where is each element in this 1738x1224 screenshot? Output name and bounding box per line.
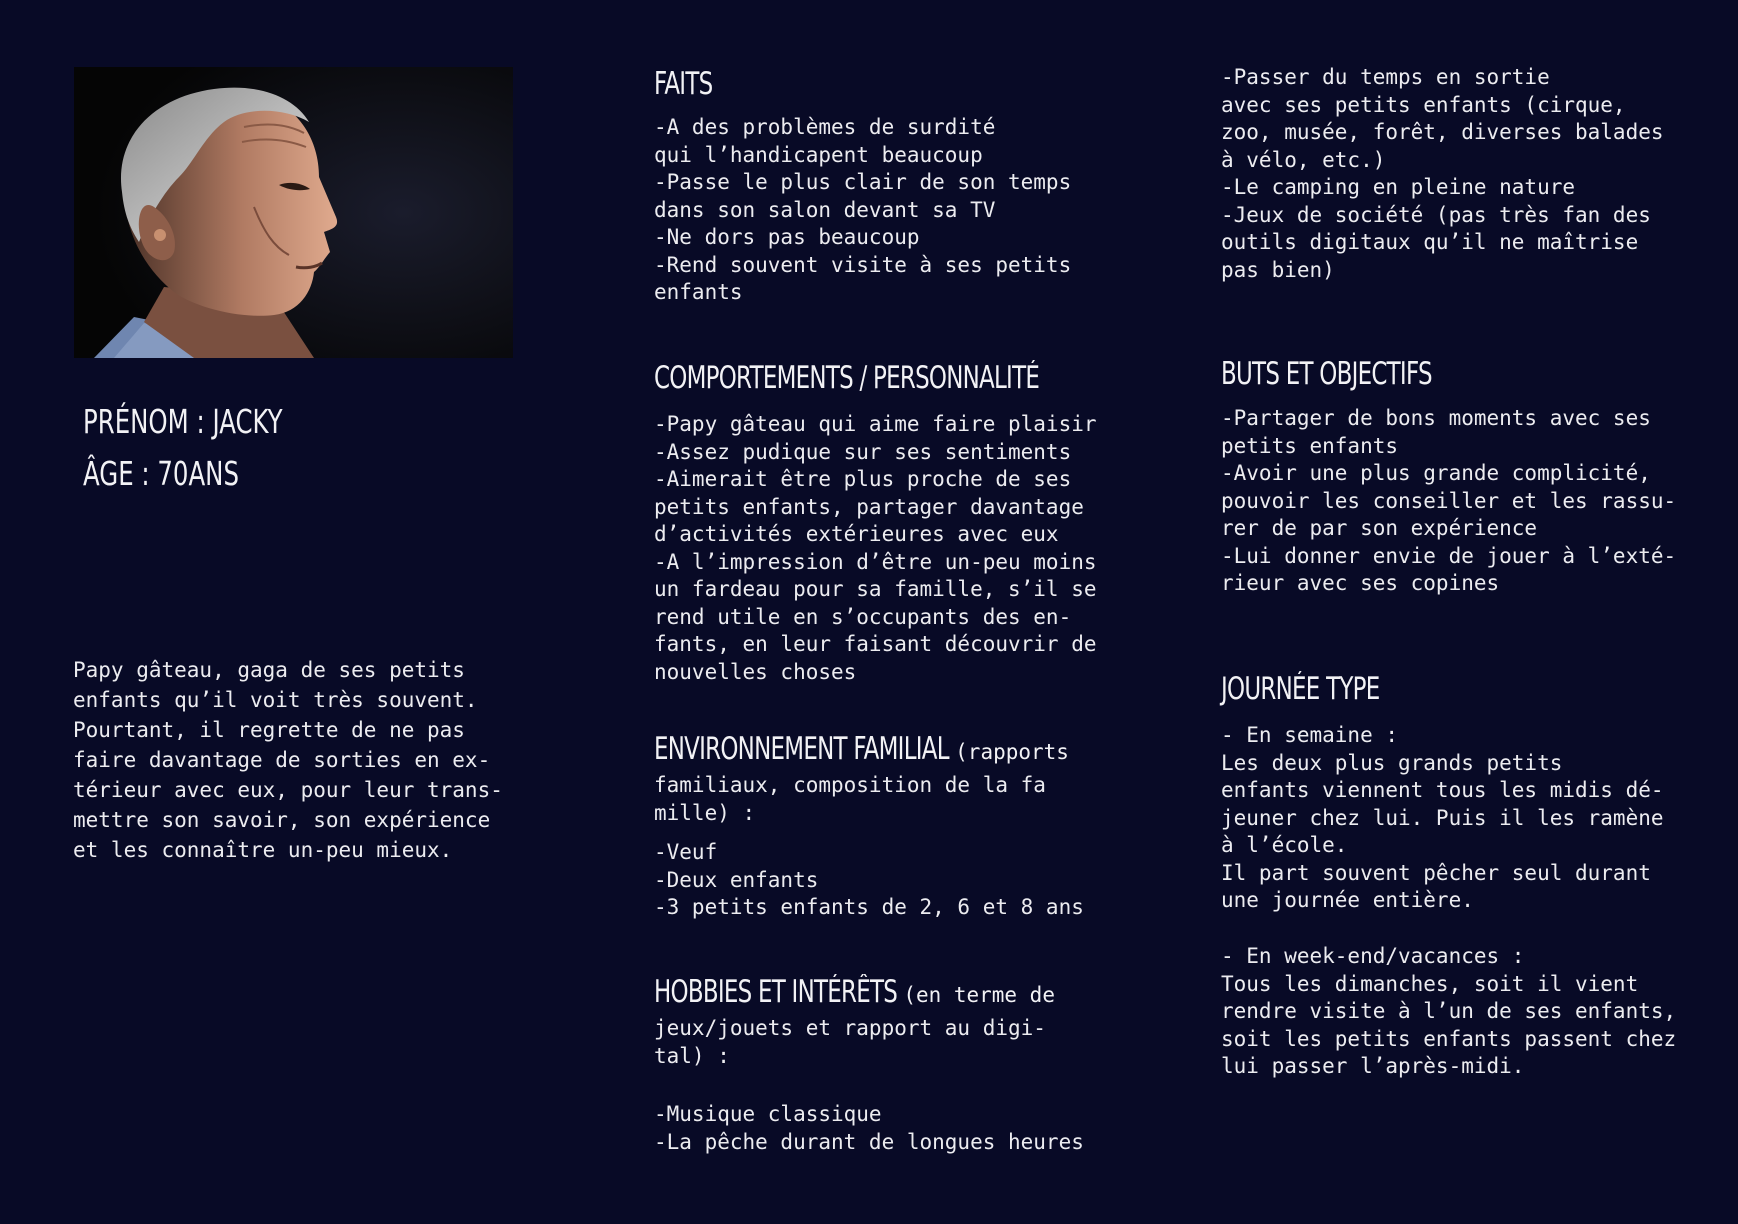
- hobbies-subtitle: jeux/jouets et rapport au digi- tal) :: [654, 1016, 1046, 1068]
- age-label: ÂGE :: [83, 454, 150, 493]
- hobbies-continued-text: -Passer du temps en sortie avec ses petits enfants (cirque, zoo, musée, forêt, diverses balades à vélo, etc.) -Le camping en pleine nature -Jeux de société (pas très fan des outils digitaux qu’il ne maîtrise pas bien): [1221, 65, 1664, 282]
- hobbies-subtitle-inline: (en terme de: [903, 983, 1056, 1007]
- hobbies-text: -Musique classique -La pêche durant de longues heures: [654, 1102, 1084, 1154]
- persona-summary: Papy gâteau, gaga de ses petits enfants qu’il voit très souvent. Pourtant, il regrette de ne pas faire davantage de sorties en ex- térieur avec eux, pour leur trans- mettre son savoir, son expérience et les connaître un-peu mieux.: [73, 658, 503, 862]
- environnement-heading: [654, 731, 1070, 767]
- prenom-label: PRÉNOM :: [83, 402, 205, 441]
- journee-heading: JOURNÉE TYPE: [1221, 671, 1380, 707]
- hobbies-title: HOBBIES ET INTÉRÊTS: [654, 974, 898, 1010]
- journee-semaine-text: - En semaine : Les deux plus grands petits enfants viennent tous les midis dé- jeuner chez lui. Puis il les ramène à l’école. Il part souvent pêcher seul durant une journée entière.: [1221, 723, 1664, 912]
- prenom-value: JACKY: [212, 402, 283, 441]
- comportements-text: -Papy gâteau qui aime faire plaisir -Assez pudique sur ses sentiments -Aimerait être plus proche de ses petits enfants, partager davantage d’activités extérieures avec eux -A l’impression d’être un-peu moins un fardeau pour sa famille, s’il se rend utile en s’occupants des en- fants, en leur faisant découvrir de nouvelles choses: [654, 412, 1097, 684]
- portrait-photo: [74, 67, 513, 358]
- environnement-text: -Veuf -Deux enfants -3 petits enfants de 2, 6 et 8 ans: [654, 840, 1084, 919]
- buts-heading: BUTS ET OBJECTIFS: [1221, 356, 1432, 392]
- age-line: [83, 454, 239, 493]
- comportements-heading: COMPORTEMENTS / PERSONNALITÉ: [654, 360, 1040, 396]
- environnement-subtitle-inline: (rapports: [955, 740, 1070, 764]
- environnement-subtitle: familiaux, composition de la fa mille) :: [654, 773, 1046, 825]
- faits-text: -A des problèmes de surdité qui l’handicapent beaucoup -Passe le plus clair de son temps dans son salon devant sa TV -Ne dors pas beaucoup -Rend souvent visite à ses petits enfants: [654, 115, 1072, 304]
- portrait-illustration: [74, 67, 513, 358]
- age-value: 70ANS: [157, 454, 239, 493]
- buts-text: -Partager de bons moments avec ses petits enfants -Avoir une plus grande complicité, pouvoir les conseiller et les rassu- rer de par son expérience -Lui donner envie de jouer à l’exté- rieur avec ses copines: [1221, 406, 1677, 595]
- environnement-title: ENVIRONNEMENT FAMILIAL: [654, 731, 949, 767]
- hobbies-heading: [654, 974, 1056, 1010]
- prenom-line: [83, 402, 283, 441]
- journee-weekend-text: - En week-end/vacances : Tous les dimanches, soit il vient rendre visite à l’un de ses enfants, soit les petits enfants passent chez lui passer l’après-midi.: [1221, 944, 1677, 1078]
- faits-heading: FAITS: [654, 66, 713, 102]
